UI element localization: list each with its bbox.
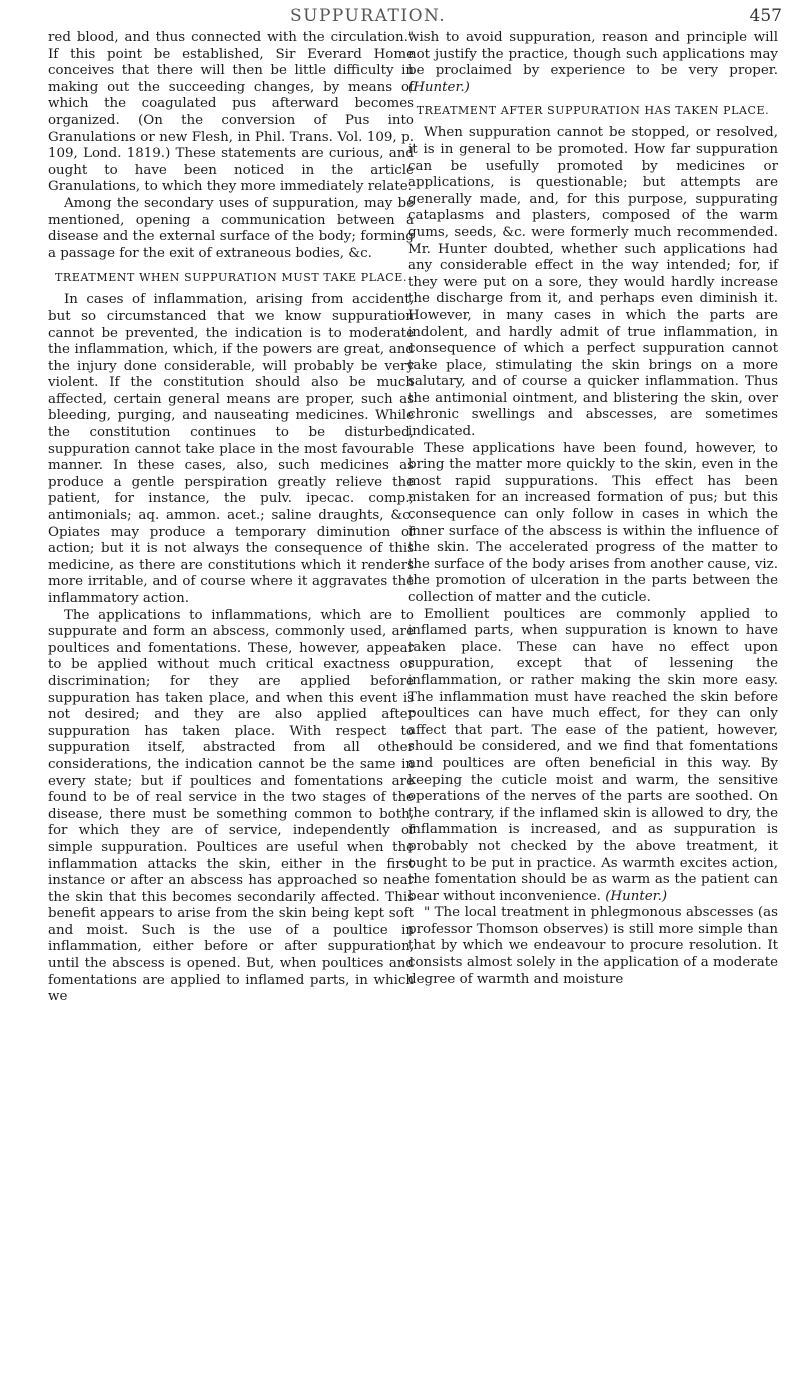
- paragraph-promote-suppuration: When suppuration cannot be stopped, or resolved, it is in general to be promoted. How far suppuration can be usefully promoted by medicines or applications, is questionable; but attempts are generally made, and, for this purpose, suppurating cataplasms and plasters, composed of the warm gums, seeds, &c. were formerly much recommended. Mr. Hunter doubted, whether such applications had any considerable effect in the way intended; for, if they were put on a sore, they would hardly increase the discharge from it, and perhaps even diminish it. However, in many cases in which the parts are indolent, and hardly admit of true inflammation, in consequence of which a perfect suppuration cannot take place, stimulating the skin brings on a more salutary, and of course a quicker inflammation. Thus the antimonial ointment, and blistering the skin, over chronic swellings and abscesses, are sometimes indicated.: [408, 125, 778, 440]
- section-heading-must-take-place: TREATMENT WHEN SUPPURATION MUST TAKE PLACE.: [55, 271, 407, 285]
- paragraph-avoid-suppuration-text: wish to avoid suppuration, reason and principle will not justify the practice, though such applications may be proclaimed by experience to be very proper.: [408, 30, 778, 79]
- section-heading-after-suppuration: TREATMENT AFTER SUPPURATION HAS TAKEN PLACE.: [416, 104, 770, 118]
- right-column: [408, 30, 778, 988]
- paragraph-emollient-poultices: [408, 607, 778, 906]
- page-number: 457: [749, 6, 782, 26]
- running-head: [0, 6, 800, 28]
- paragraph-secondary-uses: Among the secondary uses of suppuration, may be mentioned, opening a communication between a disease and the external surface of the body; forming a passage for the exit of extraneous bodies, &c.: [48, 195, 414, 261]
- citation-hunter-2: (Hunter.): [605, 888, 668, 904]
- paragraph-applications: The applications to inflammations, which are to suppurate and form an abscess, commonly used, are poultices and fomentations. These, however, appear to be applied without much critical exactness or discrimination; for they are applied before suppuration has taken place, and when this event is not desired; and they are also applied after suppuration has taken place. With respect to suppuration itself, abstracted from all other considerations, the indication cannot be the same in every state; but if poultices and fomentations are found to be of real service in the two stages of the disease, there must be something common to both, for which they are of service, independently of simple suppuration. Poultices are useful when the inflammation attacks the skin, either in the first instance or after an abscess has approached so near the skin that this becomes secondarily affected. This benefit appears to arise from the skin being kept soft and moist. Such is the use of a poultice in inflammation, either before or after suppuration, until the abscess is opened. But, when poultices and fomentations are applied to inflamed parts, in which we: [48, 607, 414, 1005]
- left-column: [48, 30, 414, 1006]
- paragraph-local-treatment: " The local treatment in phlegmonous abscesses (as professor Thomson observes) is still more simple than that by which we endeavour to procure resolution. It consists almost solely in the application of a moderate degree of warmth and moisture: [408, 905, 778, 987]
- paragraph-inflammation-cases: In cases of inflammation, arising from accident, but so circumstanced that we know suppuration cannot be prevented, the indication is to moderate the inflammation, which, if the powers are great, and the injury done considerable, will probably be very violent. If the constitution should also be much affected, certain general means are proper, such as bleeding, purging, and nauseating medicines. While the constitution continues to be disturbed, suppuration cannot take place in the most favourable manner. In these cases, also, such medicines as produce a gentle perspiration greatly relieve the patient, for instance, the pulv. ipecac. comp.; antimonials; aq. ammon. acet.; saline draughts, &c. Opiates may produce a temporary diminution of action; but it is not always the consequence of this medicine, as there are constitutions which it renders more irritable, and of course where it aggravates the inflammatory action.: [48, 292, 414, 606]
- citation-hunter: (Hunter.): [408, 79, 470, 95]
- paragraph-granulations: red blood, and thus connected with the circulation." If this point be established, Sir Everard Home conceives that there will then be little difficulty in making out the succeeding changes, by means of which the coagulated pus afterward becomes organized. (On the conversion of Pus into Granulations or new Flesh, in Phil. Trans. Vol. 109, p. 109, Lond. 1819.) These statements are curious, and ought to have been noticed in the article Granulations, to which they more immediately relate.: [48, 30, 414, 195]
- paragraph-emollient-poultices-text: Emollient poultices are commonly applied to inflamed parts, when suppuration is known to have taken place. These can have no effect upon suppuration, except that of lessening the inflammation, or rather making the skin more easy. The inflammation must have reached the skin before poultices can have much effect, for they can only affect that part. The ease of the patient, however, should be considered, and we find that fomentations and poultices are often beneficial in this way. By keeping the cuticle moist and warm, the sensitive operations of the nerves of the parts are soothed. On the contrary, if the inflamed skin is allowed to dry, the inflammation is increased, and as suppuration is probably not checked by the above treatment, it ought to be put in practice. As warmth excites action, the fomentation should be as warm as the patient can bear without inconvenience.: [408, 606, 778, 904]
- paragraph-avoid-suppuration: [408, 30, 778, 96]
- paragraph-applications-found: These applications have been found, however, to bring the matter more quickly to the skin, even in the most rapid suppurations. This effect has been mistaken for an increased formation of pus; but this consequence can only follow in cases in which the inner surface of the abscess is within the influence of the skin. The accelerated progress of the matter to the surface of the body arises from another cause, viz. the promotion of ulceration in the parts between the collection of matter and the cuticle.: [408, 440, 778, 605]
- running-title: SUPPURATION.: [290, 6, 447, 26]
